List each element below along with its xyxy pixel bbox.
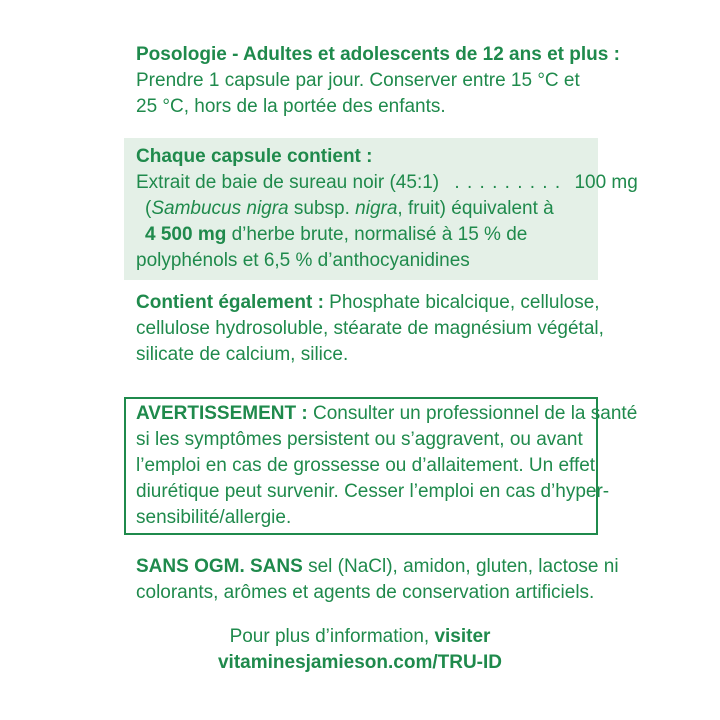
free-from-line: SANS OGM. SANS sel (NaCl), amidon, gluten, lactose ni bbox=[136, 556, 619, 577]
free-from-heading: SANS OGM. SANS bbox=[136, 556, 303, 577]
dosage-line: Prendre 1 capsule par jour. Conserver entre 15 °C et bbox=[136, 70, 580, 91]
contents-heading: Chaque capsule contient : bbox=[136, 146, 373, 167]
dosage-heading: Posologie - Adultes et adolescents de 12 ans et plus : bbox=[136, 44, 620, 65]
info-section bbox=[0, 624, 720, 676]
warning-line: diurétique peut survenir. Cesser l’emploi en cas d’hyper- bbox=[136, 481, 610, 502]
warning-heading: AVERTISSEMENT : bbox=[136, 403, 308, 424]
warning-line: AVERTISSEMENT : Consulter un professionnel de la santé bbox=[136, 403, 638, 424]
website-link[interactable]: vitaminesjamieson.com/TRU-ID bbox=[217, 652, 503, 673]
nonmedicinal-line: Contient également : Phosphate bicalcique, cellulose, bbox=[136, 292, 600, 313]
warning-line: l’emploi en cas de grossesse ou d’allaitement. Un effet bbox=[136, 455, 596, 476]
dot-leader: . . . . . . . . . bbox=[454, 172, 562, 193]
free-from-line: colorants, arômes et agents de conservation artificiels. bbox=[136, 582, 595, 603]
standardization-line: polyphénols et 6,5 % d’anthocyanidines bbox=[136, 250, 470, 271]
ingredient-amount: 100 mg bbox=[574, 172, 638, 193]
dosage-section bbox=[136, 42, 620, 120]
visit-label: visiter bbox=[434, 626, 491, 647]
equivalent-line: 4 500 mg d’herbe brute, normalisé à 15 % de bbox=[145, 224, 528, 245]
nonmedicinal-line: silicate de calcium, silice. bbox=[136, 344, 349, 365]
info-line: Pour plus d’information, visiter bbox=[229, 626, 491, 647]
warning-line: sensibilité/allergie. bbox=[136, 507, 292, 528]
nonmedicinal-heading: Contient également : bbox=[136, 292, 324, 313]
nonmedicinal-section bbox=[136, 290, 604, 368]
latin-name-line: (Sambucus nigra subsp. nigra, fruit) équivalent à bbox=[145, 198, 554, 219]
ingredient-line bbox=[136, 170, 638, 196]
ingredient-name: Extrait de baie de sureau noir (45:1) bbox=[136, 172, 440, 193]
dosage-line: 25 °C, hors de la portée des enfants. bbox=[136, 96, 446, 117]
free-from-section bbox=[136, 554, 619, 606]
equivalent-amount: 4 500 mg bbox=[145, 224, 227, 245]
warning-section bbox=[136, 401, 638, 531]
contents-section bbox=[136, 144, 638, 274]
nonmedicinal-line: cellulose hydrosoluble, stéarate de magnésium végétal, bbox=[136, 318, 604, 339]
warning-line: si les symptômes persistent ou s’aggravent, ou avant bbox=[136, 429, 583, 450]
